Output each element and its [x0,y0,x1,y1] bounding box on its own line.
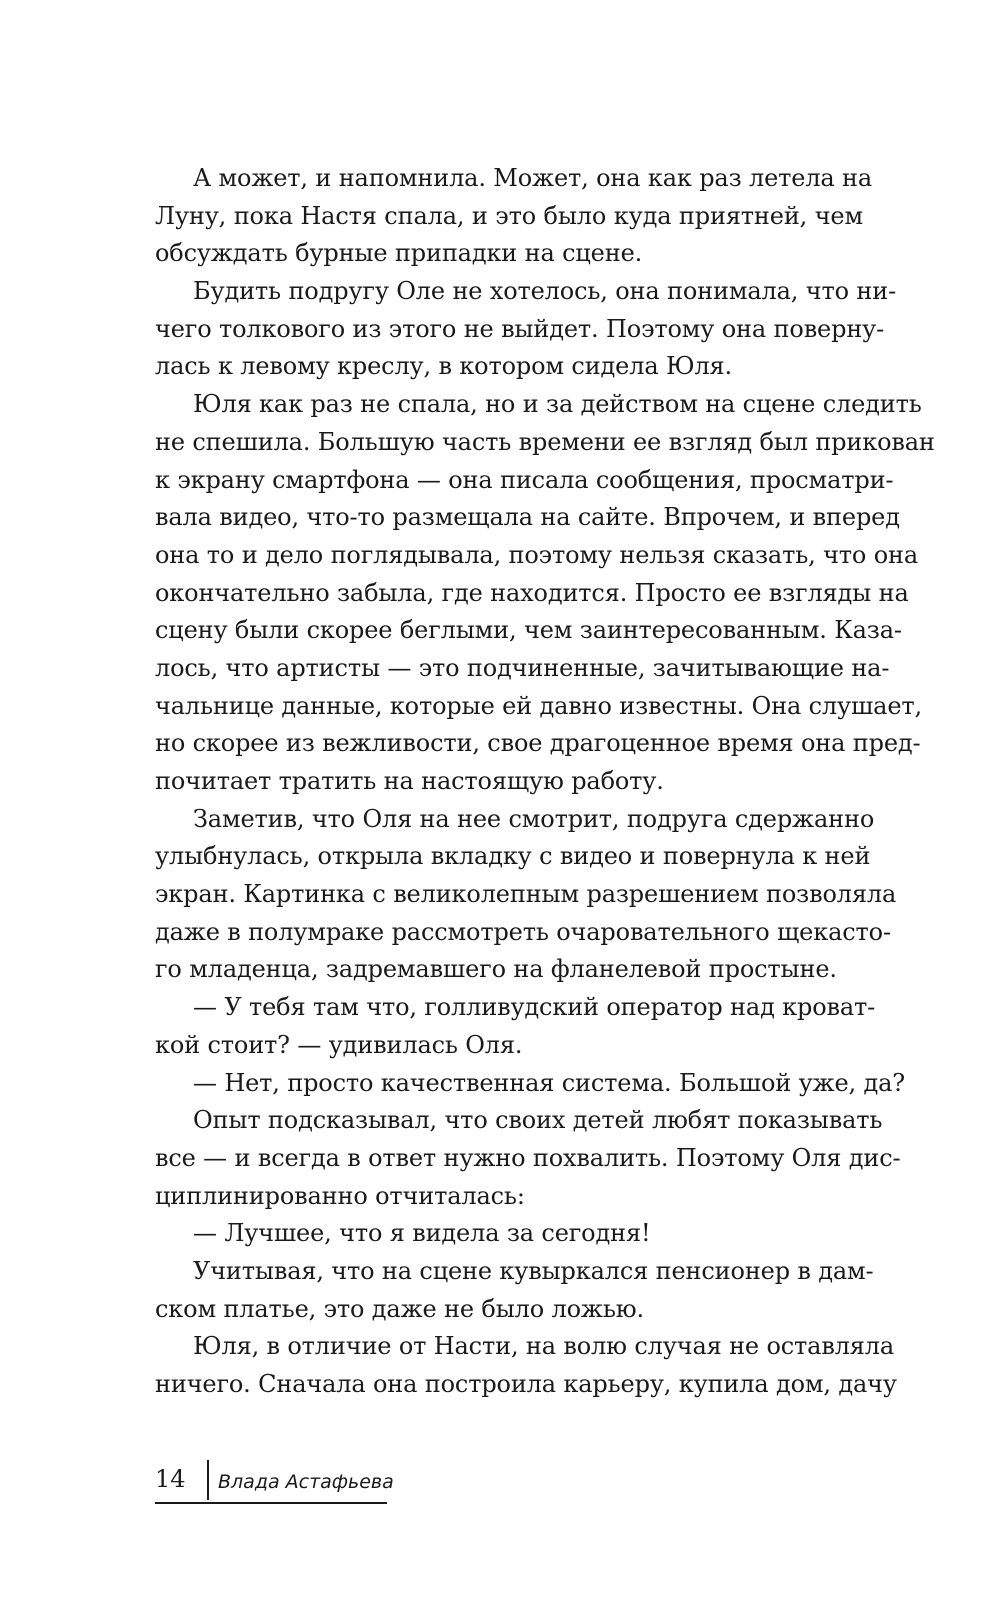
text-line: — Нет, просто качественная система. Большой уже, да? [193,1068,905,1097]
text-line: чего толкового из этого не выйдет. Поэтому она поверну- [155,314,885,343]
text-line: Юля как раз не спала, но и за действом на сцене следить [193,390,922,419]
paragraph [155,160,873,273]
paragraph [155,1253,874,1328]
body-text [155,160,935,1404]
text-line: Заметив, что Оля на нее смотрит, подруга сдержанно [193,804,875,833]
text-line: вала видео, что-то размещала на сайте. Впрочем, и вперед [155,503,900,532]
text-line: циплинированно отчиталась: [155,1181,525,1210]
footer-divider [207,1460,209,1500]
text-line: чальнице данные, которые ей давно известны. Она слушает, [155,691,922,720]
page-number: 14 [155,1465,186,1493]
text-line: ском платье, это даже не было ложью. [155,1294,645,1323]
text-line: — Лучшее, что я видела за сегодня! [193,1219,651,1248]
text-line: А может, и напомнила. Может, она как раз летела на [193,164,873,192]
text-line: сцену были скорее беглыми, чем заинтересованным. Каза- [155,616,902,645]
text-line: улыбнулась, открыла вкладку с видео и повернула к ней [155,842,871,871]
text-line: все — и всегда в ответ нужно похвалить. Поэтому Оля дис- [155,1143,901,1172]
paragraph [155,273,897,386]
text-line: она то и дело поглядывала, поэтому нельзя сказать, что она [155,540,919,569]
paragraph [155,801,897,989]
text-line: даже в полумраке рассмотреть очаровательного щекасто- [155,917,891,946]
text-line: ничего. Сначала она построила карьеру, купила дом, дачу [155,1370,897,1398]
text-line: но скорее из вежливости, свое драгоценное время она пред- [155,729,921,758]
text-line: окончательно забыла, где находится. Просто ее взгляды на [155,578,909,607]
text-line: обсуждать бурные припадки на сцене. [155,239,643,268]
text-line: кой стоит? — удивилась Оля. [155,1030,523,1059]
text-line: к экрану смартфона — она писала сообщения, просматри- [155,465,894,494]
text-line: лась к левому креслу, в котором сидела Юля. [155,352,733,381]
paragraph [155,1215,863,1253]
text-line: Юля, в отличие от Насти, на волю случая не оставляла [193,1332,895,1361]
text-line: Учитывая, что на сцене кувыркался пенсионер в дам- [193,1256,874,1285]
running-title: Влада Астафьева [218,1471,394,1493]
text-line: Луну, пока Настя спала, и это было куда приятней, чем [155,201,863,230]
text-line: не спешила. Большую часть времени ее взгляд был прикован [155,427,935,456]
text-line: лось, что артисты — это подчиненные, зачитывающие на- [155,653,890,682]
text-line: Будить подругу Оле не хотелось, она понимала, что ни- [193,277,897,306]
text-line: — У тебя там что, голливудский оператор над кроват- [193,993,876,1022]
paragraph [155,1065,905,1103]
paragraph [155,1328,897,1403]
paragraph [155,386,935,801]
text-line: почитает тратить на настоящую работу. [155,767,664,795]
text-line: экран. Картинка с великолепным разрешением позволяла [155,880,897,909]
text-line: Опыт подсказывал, что своих детей любят показывать [193,1106,883,1135]
page-footer [155,1460,394,1504]
paragraph [155,1102,901,1215]
text-line: го младенца, задремавшего на фланелевой простыне. [155,955,837,984]
paragraph [155,989,876,1064]
